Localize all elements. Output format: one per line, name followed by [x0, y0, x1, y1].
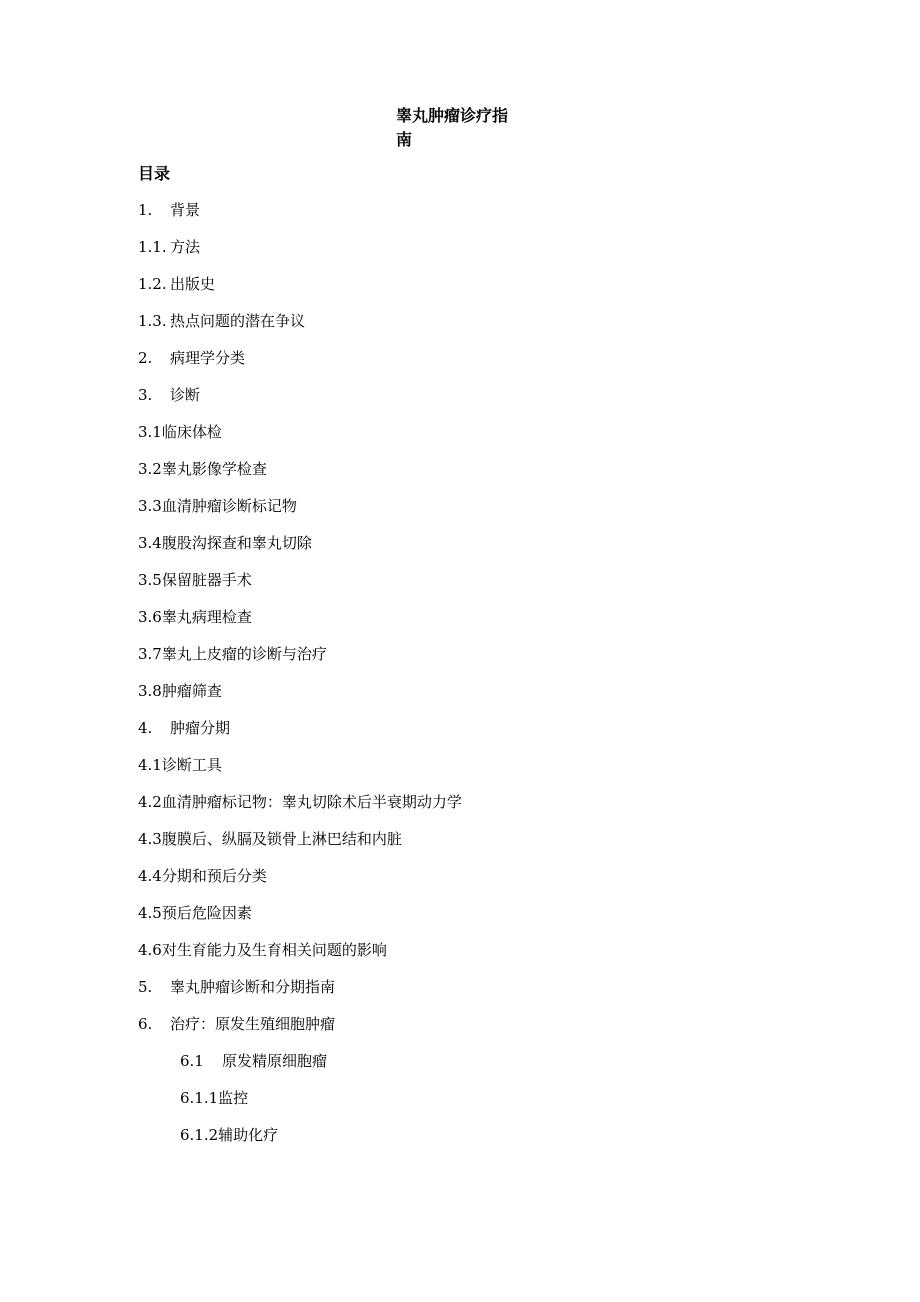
toc-item-text: 4.1诊断工具	[138, 756, 222, 774]
toc-item-text: 6.1.2辅助化疗	[180, 1126, 279, 1144]
toc-item-text: 4.6对生育能力及生育相关问题的影响	[138, 941, 387, 959]
toc-item-number: 1.2.	[138, 275, 167, 293]
toc-item-label: 治疗：原发生殖细胞肿瘤	[170, 1015, 336, 1033]
toc-item-text: 4.2血清肿瘤标记物：睾丸切除术后半衰期动力学	[138, 793, 462, 811]
toc-item-label: 睾丸肿瘤诊断和分期指南	[170, 978, 336, 996]
toc-item-text: 3.2睾丸影像学检查	[138, 460, 267, 478]
toc-item-number: 5.	[138, 978, 153, 996]
toc-item-text: 6.1.1监控	[180, 1089, 249, 1107]
toc-item-text: 3.5保留脏器手术	[138, 571, 252, 589]
toc-item-text: 3.4腹股沟探查和睾丸切除	[138, 534, 312, 552]
toc-item-text: 4.4分期和预后分类	[138, 867, 267, 885]
toc-item-number: 4.	[138, 719, 153, 737]
toc-heading: 目录	[138, 164, 171, 183]
toc-item-number: 6.1	[180, 1052, 204, 1070]
toc-item-number: 1.	[138, 201, 153, 219]
toc-item-text: 3.1临床体检	[138, 423, 222, 441]
toc-item-text: 3.6睾丸病理检查	[138, 608, 252, 626]
toc-item-label: 背景	[170, 201, 201, 219]
toc-item-text: 3.7睾丸上皮瘤的诊断与治疗	[138, 645, 327, 663]
toc-item-text: 3.3血清肿瘤诊断标记物	[138, 497, 297, 515]
toc-item-number: 2.	[138, 349, 153, 367]
toc-item-label: 方法	[170, 238, 201, 256]
toc-item-label: 诊断	[170, 386, 201, 404]
toc-item-number: 6.	[138, 1015, 153, 1033]
toc-item-text: 4.5预后危险因素	[138, 904, 252, 922]
toc-item-label: 病理学分类	[170, 349, 246, 367]
toc-item-label: 原发精原细胞瘤	[222, 1052, 328, 1070]
toc-item-number: 1.3.	[138, 312, 167, 330]
toc-item-text: 4.3腹膜后、纵膈及锁骨上淋巴结和内脏	[138, 830, 402, 848]
toc-item-label: 热点问题的潜在争议	[170, 312, 306, 330]
document-title: 睾丸肿瘤诊疗指南	[396, 106, 509, 149]
toc-item-text: 3.8肿瘤筛查	[138, 682, 222, 700]
toc-item-number: 3.	[138, 386, 153, 404]
toc-item-number: 1.1.	[138, 238, 167, 256]
toc-item-label: 出版史	[170, 275, 216, 293]
toc-item-label: 肿瘤分期	[170, 719, 231, 737]
